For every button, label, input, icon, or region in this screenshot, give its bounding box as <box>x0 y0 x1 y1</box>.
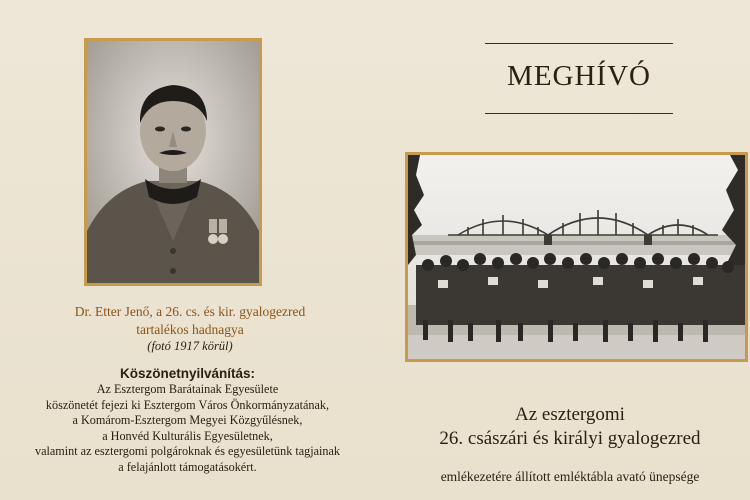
portrait-caption-name: Dr. Etter Jenő, a 26. cs. és kir. gyalogezred <box>74 304 306 319</box>
acknowledgement-title: Köszönetnyilvánítás: <box>119 366 256 381</box>
portrait-photo <box>84 38 262 286</box>
subtitle-city: Az esztergomi <box>515 404 625 425</box>
title-rule-bottom <box>485 113 673 114</box>
portrait-caption-date: (fotó 1917 körül) <box>147 339 233 353</box>
title-rule-top <box>485 43 673 44</box>
acknowledgement-line: Az Esztergom Barátainak Egyesülete <box>96 382 279 396</box>
acknowledgement-line: a Honvéd Kulturális Egyesületnek, <box>102 428 273 443</box>
portrait-image <box>87 41 259 283</box>
subtitle-regiment: 26. császári és királyi gyalogezred <box>439 428 701 449</box>
portrait-caption-rank: tartalékos hadnagya <box>136 322 244 337</box>
acknowledgement-line: köszönetét fejezi ki Esztergom Város Önkormányzatának, <box>45 397 330 412</box>
invitation-title: MEGHÍVÓ <box>507 60 651 92</box>
acknowledgement-line: a Komárom-Esztergom Megyei Közgyűlésnek, <box>72 413 303 428</box>
bridge-soldiers-image <box>408 155 745 359</box>
acknowledgement-block <box>10 366 365 476</box>
subtitle-occasion: emlékezetére állított emléktábla avató ünepsége <box>440 469 700 484</box>
acknowledgement-line: valamint az esztergomi polgároknak és egyesületünk tagjainak <box>34 444 341 459</box>
acknowledgement-line: a felajánlott támogatásokért. <box>118 459 257 474</box>
historic-photo <box>405 152 748 362</box>
